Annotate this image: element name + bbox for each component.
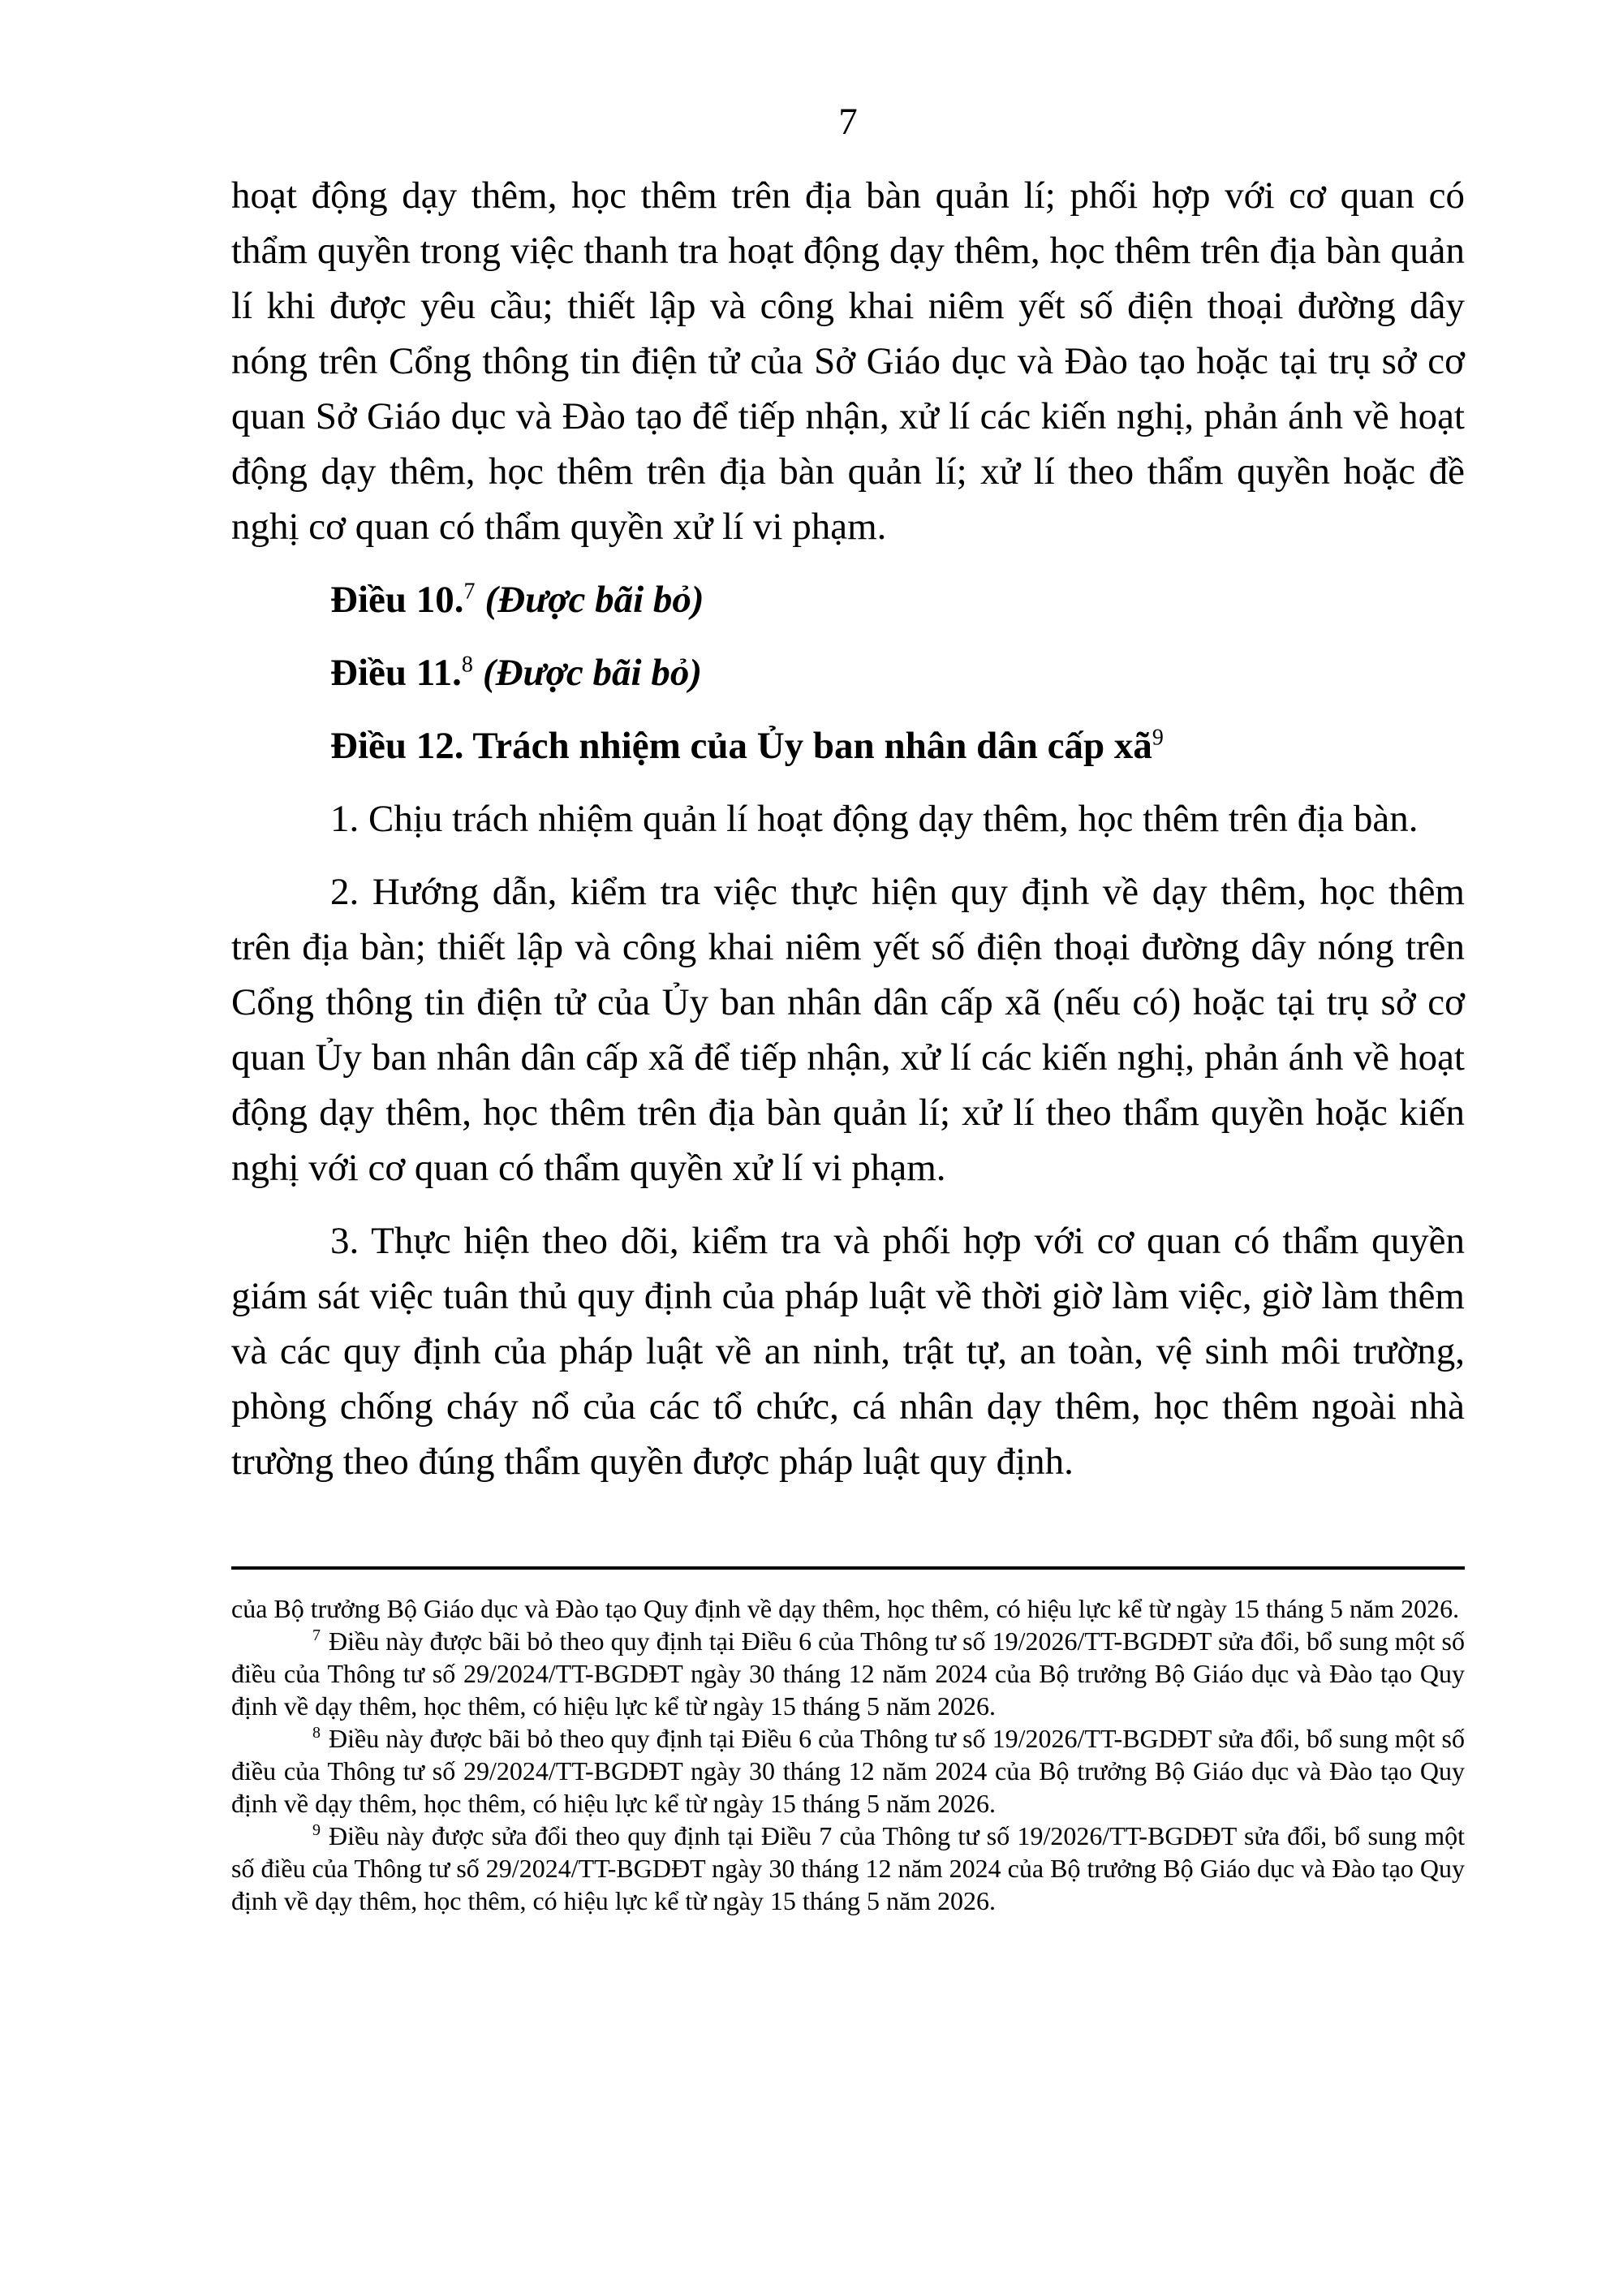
footnote-marker: 7	[312, 1626, 321, 1645]
article-label: Điều 11.	[330, 652, 462, 694]
footnote-marker: 8	[312, 1724, 321, 1742]
clause-paragraph-3: 3. Thực hiện theo dõi, kiểm tra và phối hợp với cơ quan có thẩm quyền giám sát việc tuân thủ quy định của pháp luật về thời giờ làm việc, giờ làm thêm và các quy định của pháp luật về an ninh, trật tự, an toàn, vệ sinh môi trường, phòng chống cháy nổ của các tổ chức, cá nhân dạy thêm, học thêm ngoài nhà trường theo đúng thẩm quyền được pháp luật quy định.	[231, 1220, 1465, 1483]
clause-paragraph-1: 1. Chịu trách nhiệm quản lí hoạt động dạy thêm, học thêm trên địa bàn.	[330, 798, 1419, 840]
article-heading-10	[231, 572, 1465, 627]
footnote-item-9	[231, 1820, 1465, 1917]
footnote-item-7	[231, 1625, 1465, 1722]
article-status: (Được bãi bỏ)	[482, 652, 702, 694]
article-label: Điều 12. Trách nhiệm của Ủy ban nhân dân cấp xã	[330, 725, 1152, 767]
footnote-text: Điều này được bãi bỏ theo quy định tại Điều 6 của Thông tư số 19/2026/TT-BGDĐT sửa đổi, bổ sung một số điều của Thông tư số 29/2024/TT-BGDĐT ngày 30 tháng 12 năm 2024 của Bộ trưởng Bộ Giáo dục và Đào tạo Quy định về dạy thêm, học thêm, có hiệu lực kể từ ngày 15 tháng 5 năm 2026.	[231, 1724, 1465, 1818]
page-content	[231, 93, 1465, 1917]
page-number: 7	[838, 101, 858, 143]
article-status: (Được bãi bỏ)	[484, 579, 704, 621]
footnote-continuation: của Bộ trưởng Bộ Giáo dục và Đào tạo Quy định về dạy thêm, học thêm, có hiệu lực kể từ ngày 15 tháng 5 năm 2026.	[231, 1594, 1460, 1623]
article-footnote-ref: 7	[463, 579, 476, 605]
article-heading-12	[231, 718, 1465, 773]
article-heading-11	[231, 645, 1465, 700]
clause-paragraph-2: 2. Hướng dẫn, kiểm tra việc thực hiện quy định về dạy thêm, học thêm trên địa bàn; thiết lập và công khai niêm yết số điện thoại đường dây nóng trên Cổng thông tin điện tử của Ủy ban nhân dân cấp xã (nếu có) hoặc tại trụ sở cơ quan Ủy ban nhân dân cấp xã để tiếp nhận, xử lí các kiến nghị, phản ánh về hoạt động dạy thêm, học thêm trên địa bàn quản lí; xử lí theo thẩm quyền hoặc kiến nghị với cơ quan có thẩm quyền xử lí vi phạm.	[231, 871, 1465, 1189]
article-footnote-ref: 8	[461, 652, 473, 678]
footnotes-section	[231, 1592, 1465, 1917]
continuation-paragraph: hoạt động dạy thêm, học thêm trên địa bàn quản lí; phối hợp với cơ quan có thẩm quyền trong việc thanh tra hoạt động dạy thêm, học thêm trên địa bàn quản lí khi được yêu cầu; thiết lập và công khai niêm yết số điện thoại đường dây nóng trên Cổng thông tin điện tử của Sở Giáo dục và Đào tạo hoặc tại trụ sở cơ quan Sở Giáo dục và Đào tạo để tiếp nhận, xử lí các kiến nghị, phản ánh về hoạt động dạy thêm, học thêm trên địa bàn quản lí; xử lí theo thẩm quyền hoặc đề nghị cơ quan có thẩm quyền xử lí vi phạm.	[231, 174, 1465, 548]
footnote-separator	[231, 1566, 1465, 1570]
body-section	[231, 168, 1465, 1489]
footnote-text: Điều này được bãi bỏ theo quy định tại Điều 6 của Thông tư số 19/2026/TT-BGDĐT sửa đổi, bổ sung một số điều của Thông tư số 29/2024/TT-BGDĐT ngày 30 tháng 12 năm 2024 của Bộ trưởng Bộ Giáo dục và Đào tạo Quy định về dạy thêm, học thêm, có hiệu lực kể từ ngày 15 tháng 5 năm 2026.	[231, 1626, 1465, 1721]
footnote-item-8	[231, 1722, 1465, 1820]
footnote-text: Điều này được sửa đổi theo quy định tại Điều 7 của Thông tư số 19/2026/TT-BGDĐT sửa đổi, bổ sung một số điều của Thông tư số 29/2024/TT-BGDĐT ngày 30 tháng 12 năm 2024 của Bộ trưởng Bộ Giáo dục và Đào tạo Quy định về dạy thêm, học thêm, có hiệu lực kể từ ngày 15 tháng 5 năm 2026.	[231, 1821, 1465, 1915]
footnote-marker: 9	[312, 1821, 321, 1840]
article-footnote-ref: 9	[1152, 725, 1164, 751]
article-label: Điều 10.	[330, 579, 464, 621]
